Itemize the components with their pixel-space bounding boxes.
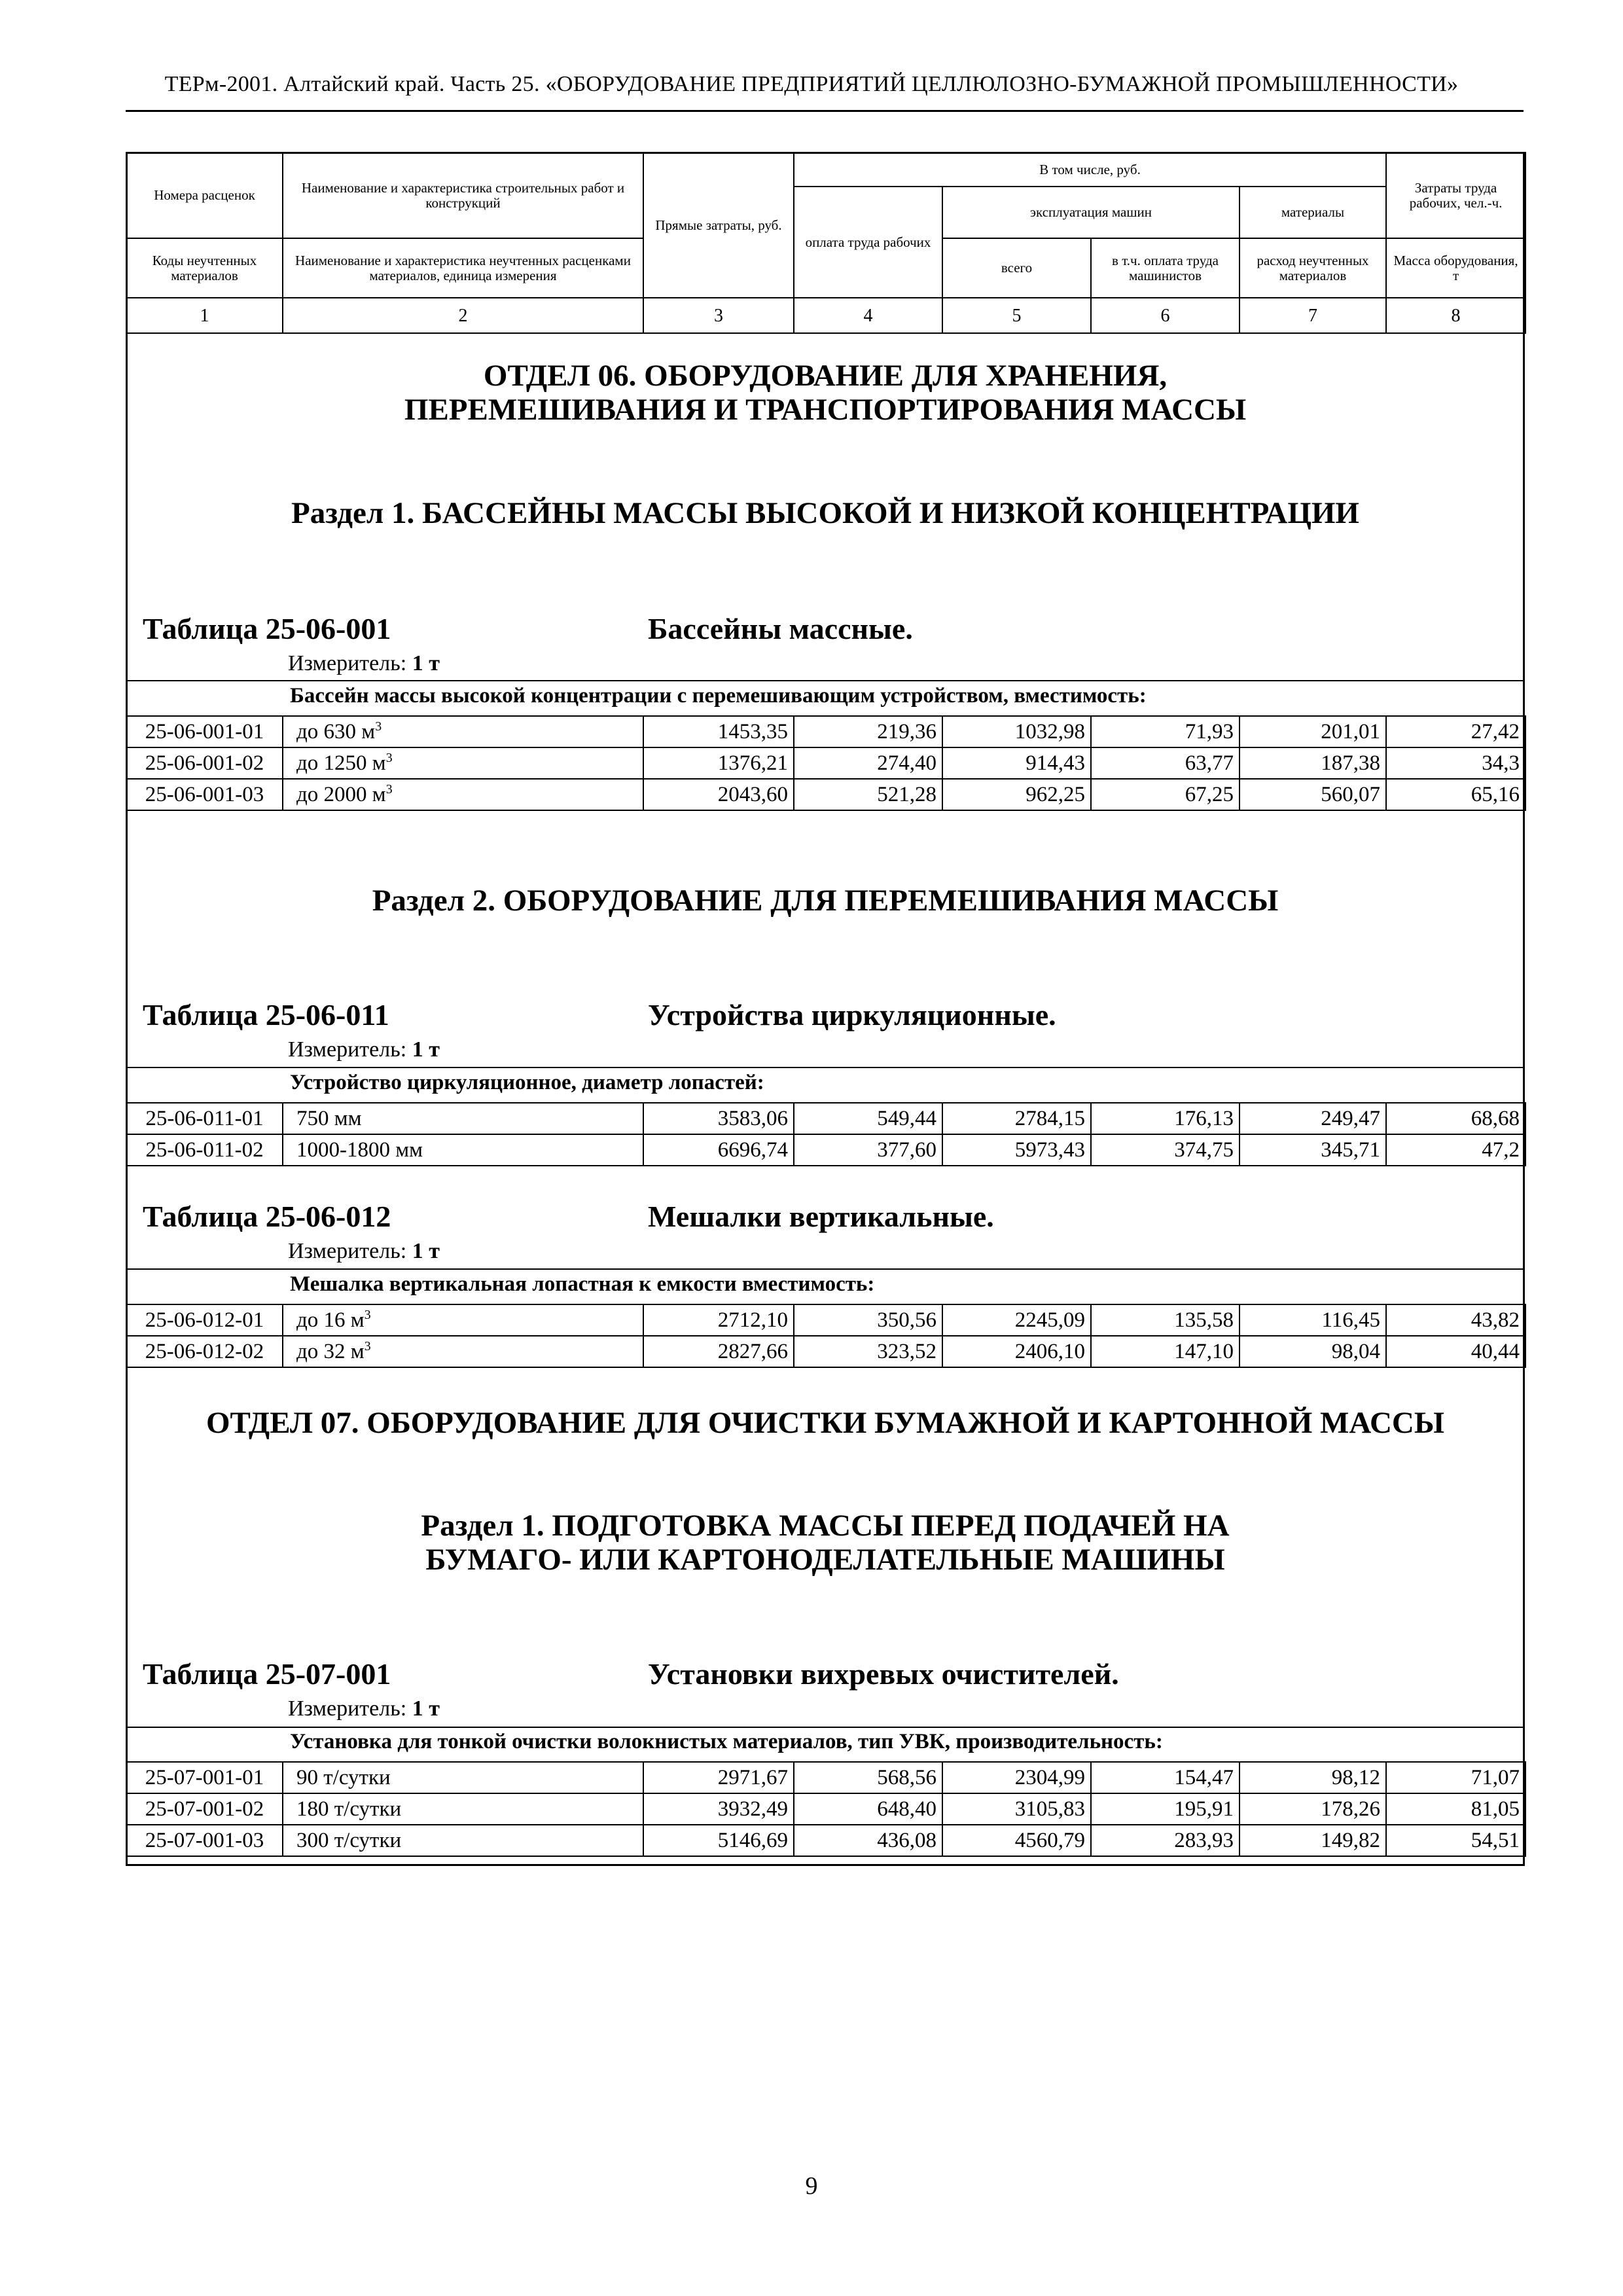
operators-pay-cell-text: 154,47 (1174, 1765, 1234, 1789)
labor-hours-cell-text: 68,68 (1471, 1106, 1520, 1130)
labor-pay-cell (794, 1825, 942, 1856)
materials-cell-text: 149,82 (1321, 1828, 1380, 1852)
direct-costs-cell (643, 716, 794, 747)
operators-pay-cell-text: 71,93 (1185, 719, 1234, 744)
materials-cell (1240, 1103, 1386, 1134)
hdr-labor-costs: Затраты труда рабочих, чел.-ч. (1386, 152, 1525, 238)
table-row (126, 716, 1525, 747)
rate-code (126, 716, 283, 747)
unit-value: 1 т (412, 1239, 440, 1263)
machine-total-cell (942, 1336, 1091, 1367)
rate-name (283, 1336, 643, 1367)
labor-pay-cell (794, 747, 942, 779)
labor-hours-cell (1386, 747, 1525, 779)
direct-costs-cell (643, 1134, 794, 1166)
labor-pay-cell (794, 716, 942, 747)
labor-pay-cell (794, 1336, 942, 1367)
rate-code-text: 25-07-001-02 (145, 1797, 264, 1821)
machine-total-cell-text: 4560,79 (1014, 1828, 1085, 1852)
labor-pay-cell-text: 377,60 (877, 1138, 936, 1162)
table-name: Мешалки вертикальные. (648, 1200, 994, 1233)
rate-name (283, 1103, 643, 1134)
rate-code-text: 25-06-001-03 (145, 782, 264, 806)
operators-pay-cell (1091, 1134, 1240, 1166)
labor-pay-cell-text: 436,08 (877, 1828, 936, 1852)
operators-pay-cell (1091, 1793, 1240, 1825)
rate-name-text: до 2000 м (296, 782, 386, 806)
labor-hours-cell-text: 54,51 (1471, 1828, 1520, 1852)
rate-name-text: 750 мм (296, 1106, 362, 1130)
machine-total-cell (942, 779, 1091, 810)
unit-line (288, 1239, 440, 1264)
labor-hours-cell-text: 40,44 (1471, 1339, 1520, 1363)
labor-pay-cell (794, 1103, 942, 1134)
table-row (126, 1134, 1525, 1166)
materials-cell (1240, 716, 1386, 747)
col-number: 3 (643, 298, 794, 333)
labor-hours-cell (1386, 779, 1525, 810)
direct-costs-cell (643, 1793, 794, 1825)
labor-pay-cell-text: 274,40 (877, 751, 936, 775)
labor-pay-cell-text: 219,36 (877, 719, 936, 744)
col-number: 2 (283, 298, 643, 333)
table-number: Таблица 25-06-011 (143, 998, 389, 1031)
hdr-unaccounted-codes: Коды неучтенных материалов (126, 238, 283, 298)
materials-cell (1240, 1304, 1386, 1336)
page-number: 9 (805, 2172, 818, 2200)
rate-code-text: 25-07-001-01 (145, 1765, 264, 1789)
direct-costs-cell-text: 2971,67 (717, 1765, 788, 1789)
labor-hours-cell-text: 71,07 (1471, 1765, 1520, 1789)
direct-costs-cell-text: 1453,35 (717, 719, 788, 744)
rate-code (126, 1304, 283, 1336)
operators-pay-cell (1091, 1103, 1240, 1134)
rate-name (283, 779, 643, 810)
operators-pay-cell (1091, 779, 1240, 810)
hdr-unaccounted-names: Наименование и характеристика неучтенных расценками материалов, единица измерения (283, 238, 643, 298)
running-header: ТЕРм-2001. Алтайский край. Часть 25. «ОБОРУДОВАНИЕ ПРЕДПРИЯТИЙ ЦЕЛЛЮЛОЗНО-БУМАЖНОЙ ПРОМЫШЛЕННОСТИ» (164, 72, 1459, 96)
rates-table-25-06-011 (126, 1102, 1526, 1166)
materials-cell-text: 178,26 (1321, 1797, 1380, 1821)
rate-name-text: 300 т/сутки (296, 1828, 402, 1852)
table-row (126, 779, 1525, 810)
labor-hours-cell (1386, 1825, 1525, 1856)
col-number: 5 (942, 298, 1091, 333)
labor-pay-cell (794, 1793, 942, 1825)
direct-costs-cell-text: 6696,74 (717, 1138, 788, 1162)
operators-pay-cell (1091, 716, 1240, 747)
hdr-materials-sub: расход неучтенных материалов (1240, 238, 1386, 298)
unit-exponent: 3 (364, 1338, 371, 1354)
materials-cell-text: 98,04 (1331, 1339, 1380, 1363)
materials-cell-text: 249,47 (1321, 1106, 1380, 1130)
table-row (126, 1304, 1525, 1336)
rates-table-25-07-001 (126, 1761, 1526, 1857)
labor-hours-cell (1386, 1103, 1525, 1134)
labor-hours-cell-text: 47,2 (1482, 1138, 1520, 1162)
direct-costs-cell (643, 747, 794, 779)
direct-costs-cell-text: 2827,66 (717, 1339, 788, 1363)
col-number: 7 (1240, 298, 1386, 333)
unit-line (288, 1037, 440, 1062)
operators-pay-cell-text: 147,10 (1174, 1339, 1234, 1363)
labor-hours-cell (1386, 1793, 1525, 1825)
rate-name (283, 1134, 643, 1166)
table-number: Таблица 25-06-001 (143, 612, 391, 645)
table-row (126, 1793, 1525, 1825)
department-07-title: ОТДЕЛ 07. ОБОРУДОВАНИЕ ДЛЯ ОЧИСТКИ БУМАЖНОЙ И КАРТОННОЙ МАССЫ (205, 1406, 1445, 1440)
hdr-machine-operation: эксплуатация машин (942, 187, 1240, 238)
machine-total-cell (942, 747, 1091, 779)
materials-cell-text: 98,12 (1331, 1765, 1380, 1789)
unit-label: Измеритель: (288, 1239, 407, 1263)
rate-code-text: 25-06-001-01 (145, 719, 264, 744)
col-number: 1 (126, 298, 283, 333)
group-title: Бассейн массы высокой концентрации с перемешивающим устройством, вместимость: (290, 684, 1147, 708)
hdr-total: всего (942, 238, 1091, 298)
direct-costs-cell-text: 2043,60 (717, 782, 788, 806)
labor-pay-cell-text: 521,28 (877, 782, 936, 806)
rate-name (283, 1304, 643, 1336)
col-number: 4 (794, 298, 942, 333)
machine-total-cell (942, 716, 1091, 747)
machine-total-cell-text: 2245,09 (1014, 1308, 1085, 1332)
unit-value: 1 т (412, 651, 440, 675)
rate-name-text: до 630 м (296, 719, 376, 744)
unit-value: 1 т (412, 1037, 440, 1062)
labor-pay-cell (794, 1762, 942, 1793)
rate-name-text: 1000-1800 мм (296, 1138, 423, 1162)
rate-code (126, 1134, 283, 1166)
rate-name-text: 90 т/сутки (296, 1765, 391, 1789)
direct-costs-cell-text: 3932,49 (717, 1797, 788, 1821)
rate-code-text: 25-06-011-02 (145, 1138, 264, 1162)
operators-pay-cell-text: 374,75 (1174, 1138, 1234, 1162)
operators-pay-cell (1091, 1336, 1240, 1367)
labor-hours-cell-text: 65,16 (1471, 782, 1520, 806)
rate-code-text: 25-06-012-02 (145, 1339, 264, 1363)
operators-pay-cell-text: 67,25 (1185, 782, 1234, 806)
labor-hours-cell (1386, 1304, 1525, 1336)
unit-value: 1 т (412, 1696, 440, 1721)
labor-hours-cell-text: 43,82 (1471, 1308, 1520, 1332)
hdr-equipment-mass: Масса оборудования, т (1386, 238, 1525, 298)
column-header-table (126, 152, 1526, 334)
direct-costs-cell (643, 1336, 794, 1367)
rule (126, 1268, 1525, 1270)
table-row (126, 1762, 1525, 1793)
hdr-operators-pay: в т.ч. оплата труда машинистов (1091, 238, 1240, 298)
rule (126, 680, 1525, 681)
rate-name (283, 1762, 643, 1793)
rate-code-text: 25-07-001-03 (145, 1828, 264, 1852)
rate-code (126, 1762, 283, 1793)
labor-hours-cell (1386, 716, 1525, 747)
operators-pay-cell-text: 283,93 (1174, 1828, 1234, 1852)
rate-code (126, 1103, 283, 1134)
section-2-title: Раздел 2. ОБОРУДОВАНИЕ ДЛЯ ПЕРЕМЕШИВАНИЯ МАССЫ (372, 884, 1279, 918)
labor-hours-cell-text: 27,42 (1471, 719, 1520, 744)
operators-pay-cell (1091, 1304, 1240, 1336)
hdr-work-name: Наименование и характеристика строительных работ и конструкций (283, 152, 643, 238)
unit-label: Измеритель: (288, 1037, 407, 1062)
labor-hours-cell (1386, 1134, 1525, 1166)
direct-costs-cell (643, 779, 794, 810)
direct-costs-cell-text: 1376,21 (717, 751, 788, 775)
hdr-rate-numbers: Номера расценок (126, 152, 283, 238)
machine-total-cell (942, 1762, 1091, 1793)
rate-name-text: до 16 м (296, 1308, 365, 1332)
materials-cell (1240, 1793, 1386, 1825)
direct-costs-cell-text: 2712,10 (717, 1308, 788, 1332)
unit-exponent: 3 (364, 1307, 371, 1322)
materials-cell (1240, 779, 1386, 810)
hdr-including: В том числе, руб. (794, 152, 1386, 187)
machine-total-cell-text: 3105,83 (1014, 1797, 1085, 1821)
operators-pay-cell (1091, 1825, 1240, 1856)
labor-pay-cell-text: 568,56 (877, 1765, 936, 1789)
group-title: Мешалка вертикальная лопастная к емкости вместимость: (290, 1272, 875, 1296)
unit-exponent: 3 (375, 719, 382, 734)
rate-code (126, 1336, 283, 1367)
machine-total-cell (942, 1793, 1091, 1825)
labor-pay-cell-text: 648,40 (877, 1797, 936, 1821)
department-06-title: ОТДЕЛ 06. ОБОРУДОВАНИЕ ДЛЯ ХРАНЕНИЯ, ПЕРЕМЕШИВАНИЯ И ТРАНСПОРТИРОВАНИЯ МАССЫ (404, 359, 1247, 427)
hdr-materials: материалы (1240, 187, 1386, 238)
table-number: Таблица 25-07-001 (143, 1657, 391, 1691)
rate-code (126, 779, 283, 810)
unit-line (288, 651, 440, 676)
rate-name-text: до 1250 м (296, 751, 386, 775)
rule (126, 1727, 1525, 1728)
machine-total-cell-text: 962,25 (1026, 782, 1085, 806)
materials-cell (1240, 1825, 1386, 1856)
materials-cell-text: 560,07 (1321, 782, 1380, 806)
rate-code (126, 1825, 283, 1856)
group-title: Устройство циркуляционное, диаметр лопастей: (290, 1071, 764, 1094)
rate-name (283, 1825, 643, 1856)
rate-code-text: 25-06-001-02 (145, 751, 264, 775)
labor-hours-cell (1386, 1762, 1525, 1793)
hdr-direct-costs: Прямые затраты, руб. (643, 152, 794, 298)
direct-costs-cell (643, 1825, 794, 1856)
table-row (126, 747, 1525, 779)
machine-total-cell-text: 5973,43 (1014, 1138, 1085, 1162)
materials-cell-text: 116,45 (1321, 1308, 1380, 1332)
col-number: 8 (1386, 298, 1525, 333)
rate-code-text: 25-06-011-01 (145, 1106, 264, 1130)
rate-name (283, 747, 643, 779)
unit-exponent: 3 (385, 750, 393, 765)
machine-total-cell-text: 2304,99 (1014, 1765, 1085, 1789)
rates-table-25-06-012 (126, 1304, 1526, 1368)
machine-total-cell-text: 2406,10 (1014, 1339, 1085, 1363)
rate-name-text: до 32 м (296, 1339, 365, 1363)
table-name: Установки вихревых очистителей. (648, 1657, 1119, 1691)
labor-hours-cell (1386, 1336, 1525, 1367)
section-1-title: Раздел 1. ПОДГОТОВКА МАССЫ ПЕРЕД ПОДАЧЕЙ НА БУМАГО- ИЛИ КАРТОНОДЕЛАТЕЛЬНЫЕ МАШИНЫ (421, 1509, 1230, 1577)
labor-pay-cell (794, 1304, 942, 1336)
rate-name (283, 1793, 643, 1825)
machine-total-cell (942, 1304, 1091, 1336)
table-row (126, 1103, 1525, 1134)
direct-costs-cell-text: 3583,06 (717, 1106, 788, 1130)
machine-total-cell (942, 1825, 1091, 1856)
materials-cell-text: 201,01 (1321, 719, 1380, 744)
materials-cell (1240, 747, 1386, 779)
operators-pay-cell-text: 176,13 (1174, 1106, 1234, 1130)
operators-pay-cell (1091, 1762, 1240, 1793)
table-number: Таблица 25-06-012 (143, 1200, 391, 1233)
table-row (126, 1825, 1525, 1856)
col-number: 6 (1091, 298, 1240, 333)
unit-exponent: 3 (385, 781, 393, 797)
rule (126, 1067, 1525, 1068)
materials-cell-text: 187,38 (1321, 751, 1380, 775)
materials-cell (1240, 1762, 1386, 1793)
unit-label: Измеритель: (288, 1696, 407, 1721)
labor-pay-cell-text: 549,44 (877, 1106, 936, 1130)
rate-name-text: 180 т/сутки (296, 1797, 402, 1821)
group-title: Установка для тонкой очистки волокнистых материалов, тип УВК, производительность: (290, 1730, 1163, 1753)
direct-costs-cell (643, 1762, 794, 1793)
table-name: Бассейны массные. (648, 612, 913, 645)
hdr-labor-pay: оплата труда рабочих (794, 187, 942, 298)
operators-pay-cell-text: 195,91 (1174, 1797, 1234, 1821)
rate-code (126, 747, 283, 779)
machine-total-cell-text: 914,43 (1026, 751, 1085, 775)
unit-line (288, 1696, 440, 1721)
operators-pay-cell-text: 135,58 (1174, 1308, 1234, 1332)
materials-cell (1240, 1336, 1386, 1367)
labor-pay-cell (794, 779, 942, 810)
section-1-title: Раздел 1. БАССЕЙНЫ МАССЫ ВЫСОКОЙ И НИЗКОЙ КОНЦЕНТРАЦИИ (291, 496, 1359, 530)
labor-pay-cell-text: 350,56 (877, 1308, 936, 1332)
machine-total-cell (942, 1134, 1091, 1166)
table-name: Устройства циркуляционные. (648, 998, 1056, 1031)
machine-total-cell-text: 2784,15 (1014, 1106, 1085, 1130)
materials-cell-text: 345,71 (1321, 1138, 1380, 1162)
direct-costs-cell-text: 5146,69 (717, 1828, 788, 1852)
table-row (126, 1336, 1525, 1367)
unit-label: Измеритель: (288, 651, 407, 675)
labor-hours-cell-text: 81,05 (1471, 1797, 1520, 1821)
operators-pay-cell (1091, 747, 1240, 779)
materials-cell (1240, 1134, 1386, 1166)
rate-code (126, 1793, 283, 1825)
header-rule (126, 110, 1524, 112)
machine-total-cell-text: 1032,98 (1014, 719, 1085, 744)
direct-costs-cell (643, 1103, 794, 1134)
labor-pay-cell-text: 323,52 (877, 1339, 936, 1363)
labor-hours-cell-text: 34,3 (1482, 751, 1520, 775)
direct-costs-cell (643, 1304, 794, 1336)
rates-table-25-06-001 (126, 715, 1526, 811)
rate-code-text: 25-06-012-01 (145, 1308, 264, 1332)
labor-pay-cell (794, 1134, 942, 1166)
rate-name (283, 716, 643, 747)
operators-pay-cell-text: 63,77 (1185, 751, 1234, 775)
machine-total-cell (942, 1103, 1091, 1134)
